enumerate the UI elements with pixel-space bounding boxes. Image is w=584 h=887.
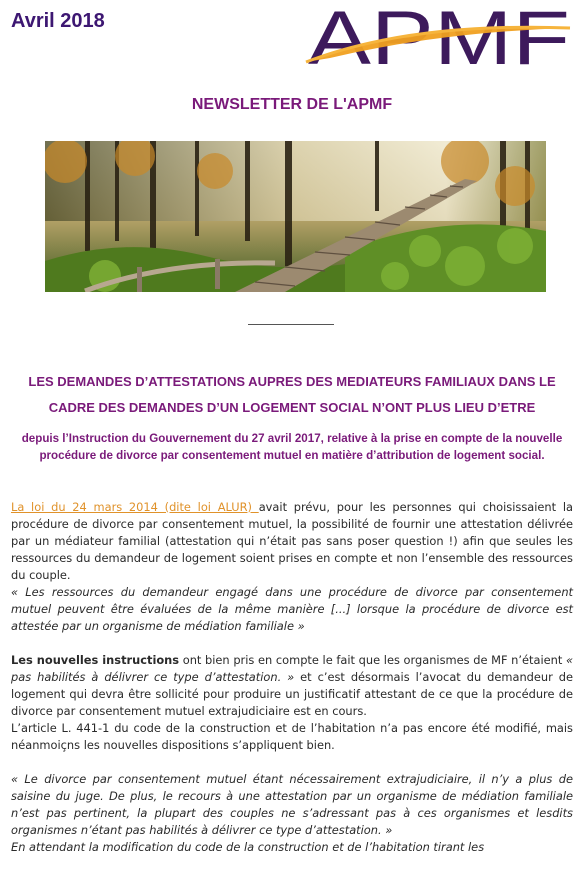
paragraph-2 xyxy=(11,652,573,720)
forest-boardwalk-photo xyxy=(45,141,546,292)
paragraph-4: En attendant la modification du code de la construction et de l’habitation tirant les xyxy=(11,840,485,854)
article-subheading: depuis l’Instruction du Gouvernement du 27 avril 2017, relative à la prise en compte de la nouvelle procédure de divorce par consentement mutuel en matière d’attribution de logement social. xyxy=(21,432,563,462)
loi-alur-link[interactable]: La loi du 24 mars 2014 (dite loi ALUR) xyxy=(11,500,259,514)
paragraph-2-bold: Les nouvelles instructions xyxy=(11,653,180,667)
paragraph-1 xyxy=(11,499,573,584)
paragraph-2-text-b: et c’est désormais l’avocat du demandeur de logement qui devra être sollicité pour produire un justificatif attestant de ce que la procédure de divorce par consentement mutuel extrajudiciaire est en cours. xyxy=(11,670,573,718)
logo-text: APMF xyxy=(308,2,570,68)
article-body xyxy=(11,499,573,856)
paragraph-3: L’article L. 441-1 du code de la construction et de l’habitation n’a pas encore été modifié, mais néanmoiçns les nouvelles dispositions s’appliquent bien. xyxy=(11,721,573,752)
newsletter-header xyxy=(0,0,584,80)
apmf-logo[interactable] xyxy=(300,2,576,68)
divider-line xyxy=(248,324,334,325)
article-headline xyxy=(10,369,574,421)
banner-image xyxy=(45,141,546,292)
paragraph-2-text-a: ont bien pris en compte le fait que les organismes de MF n’étaient xyxy=(179,653,566,667)
paragraph-1-text: avait prévu, pour les personnes qui choisissaient la procédure de divorce par consentement mutuel, la possibilité de fournir une attestation délivrée par un médiateur familial (attestation qui n’était pas sans poser question !) afin que seules les ressources du demandeur de logement soient prises en compte et non l’ensemble des ressources du couple. xyxy=(11,500,573,582)
issue-date: Avril 2018 xyxy=(11,10,105,32)
headline-line-2: CADRE DES DEMANDES D’UN LOGEMENT SOCIAL N’ONT PLUS LIEU D’ETRE xyxy=(48,400,536,415)
quote-2: « Le divorce par consentement mutuel étant nécessairement extrajudiciaire, il n’y a plus de saisine du juge. De plus, le recours à une attestation par un organisme de médiation familiale n’est pas pertinent, la plupart des couples ne s’adressant pas à ces organismes et lesdits organismes n’étant pas habilités à délivrer ce type d’attestation. » xyxy=(11,772,573,837)
newsletter-title: NEWSLETTER DE L'APMF xyxy=(191,96,393,113)
quote-1: « Les ressources du demandeur engagé dans une procédure de divorce par consentement mutuel peuvent être évaluées de la même manière [...] lorsque la procédure de divorce est attestée par un organisme de médiation familiale » xyxy=(11,585,573,633)
headline-line-1: LES DEMANDES D’ATTESTATIONS AUPRES DES MEDIATEURS FAMILIAUX DANS LE xyxy=(28,374,556,389)
paragraph-2-italic: « pas habilités à délivrer ce type d’attestation. » xyxy=(11,653,573,684)
